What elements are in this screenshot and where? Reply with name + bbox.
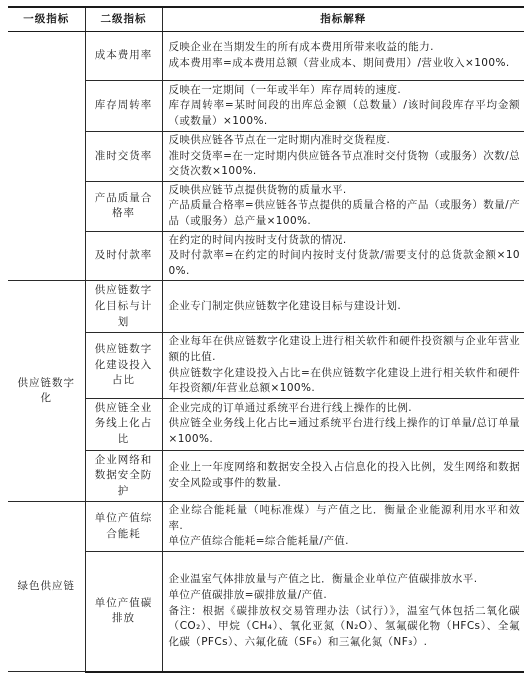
table-row xyxy=(8,231,524,281)
level2-cell: 供应链数字化目标与计划 xyxy=(85,281,162,333)
level2-cell: 单位产值综合能耗 xyxy=(85,502,162,552)
indicator-table xyxy=(8,6,524,673)
explanation-cell: 反映供应链各节点在一定时期内准时交货程度. 准时交货率=在一定时期内供应链各节点准时交付货物（或服务）次数/总交货次数×100%. xyxy=(162,132,524,182)
table-row xyxy=(8,281,524,333)
table-header-row xyxy=(8,7,524,32)
explanation-cell: 在约定的时间内按时支付货款的情况. 及时付款率=在约定的时间内按时支付货款/需要支付的总货款金额×100%. xyxy=(162,231,524,281)
level2-cell: 及时付款率 xyxy=(85,231,162,281)
table-row xyxy=(8,132,524,182)
table-row xyxy=(8,552,524,672)
explanation-cell: 企业综合能耗量（吨标准煤）与产值之比．衡量企业能源利用水平和效率. 单位产值综合能耗=综合能耗量/产值. xyxy=(162,502,524,552)
level2-cell: 供应链全业务线上化占比 xyxy=(85,398,162,450)
explanation-cell: 企业上一年度网络和数据安全投入占信息化的投入比例，发生网络和数据安全风险或事件的数量. xyxy=(162,450,524,502)
header-explanation: 指标解释 xyxy=(162,7,524,32)
level2-cell: 单位产值碳排放 xyxy=(85,552,162,672)
explanation-cell: 企业完成的订单通过系统平台进行线上操作的比例. 供应链全业务线上化占比=通过系统平台进行线上操作的订单量/总订单量×100%. xyxy=(162,398,524,450)
level2-cell: 库存周转率 xyxy=(85,81,162,132)
table-row xyxy=(8,32,524,81)
level1-cell: 绿色供应链 xyxy=(8,502,85,672)
level2-cell: 成本费用率 xyxy=(85,32,162,81)
level1-cell: 供应链数字化 xyxy=(8,281,85,502)
explanation-cell: 企业每年在供应链数字化建设上进行相关软件和硬件投资额与企业年营业额的比值. 供应链数字化建设投入占比=在供应链数字化建设上进行相关软件和硬件年投资额/年营业总额×100%. xyxy=(162,333,524,398)
table-row xyxy=(8,81,524,132)
level1-cell xyxy=(8,32,85,281)
level2-cell: 准时交货率 xyxy=(85,132,162,182)
table-row xyxy=(8,333,524,398)
explanation-cell: 企业专门制定供应链数字化建设目标与建设计划. xyxy=(162,281,524,333)
level2-cell: 供应链数字化建设投入占比 xyxy=(85,333,162,398)
table-row xyxy=(8,450,524,502)
explanation-cell: 反映供应链节点提供货物的质量水平. 产品质量合格率=供应链各节点提供的质量合格的产品（或服务）数量/产品（或服务）总产量×100%. xyxy=(162,181,524,231)
table-row xyxy=(8,398,524,450)
explanation-cell: 反映企业在当期发生的所有成本费用所带来收益的能力. 成本费用率=成本费用总额（营业成本、期间费用）/营业收入×100%. xyxy=(162,32,524,81)
level2-cell: 产品质量合格率 xyxy=(85,181,162,231)
header-level2: 二级指标 xyxy=(85,7,162,32)
table-row xyxy=(8,181,524,231)
header-level1: 一级指标 xyxy=(8,7,85,32)
level2-cell: 企业网络和数据安全防护 xyxy=(85,450,162,502)
explanation-cell: 企业温室气体排放量与产值之比．衡量企业单位产值碳排放水平. 单位产值碳排放=碳排放量/产值. 备注：根据《碳排放权交易管理办法（试行）》，温室气体包括二氧化碳（CO₂）、甲烷（CH₄）、氧化亚氮（N₂O）、氢氟碳化物（HFCs）、全氟化碳（PFCs）、六氟化硫（SF₆）和三氟化氮（NF₃）. xyxy=(162,552,524,672)
explanation-cell: 反映在一定期间（一年或半年）库存周转的速度. 库存周转率=某时间段的出库总金额（总数量）/该时间段库存平均金额（或数量）×100%. xyxy=(162,81,524,132)
table-row xyxy=(8,502,524,552)
